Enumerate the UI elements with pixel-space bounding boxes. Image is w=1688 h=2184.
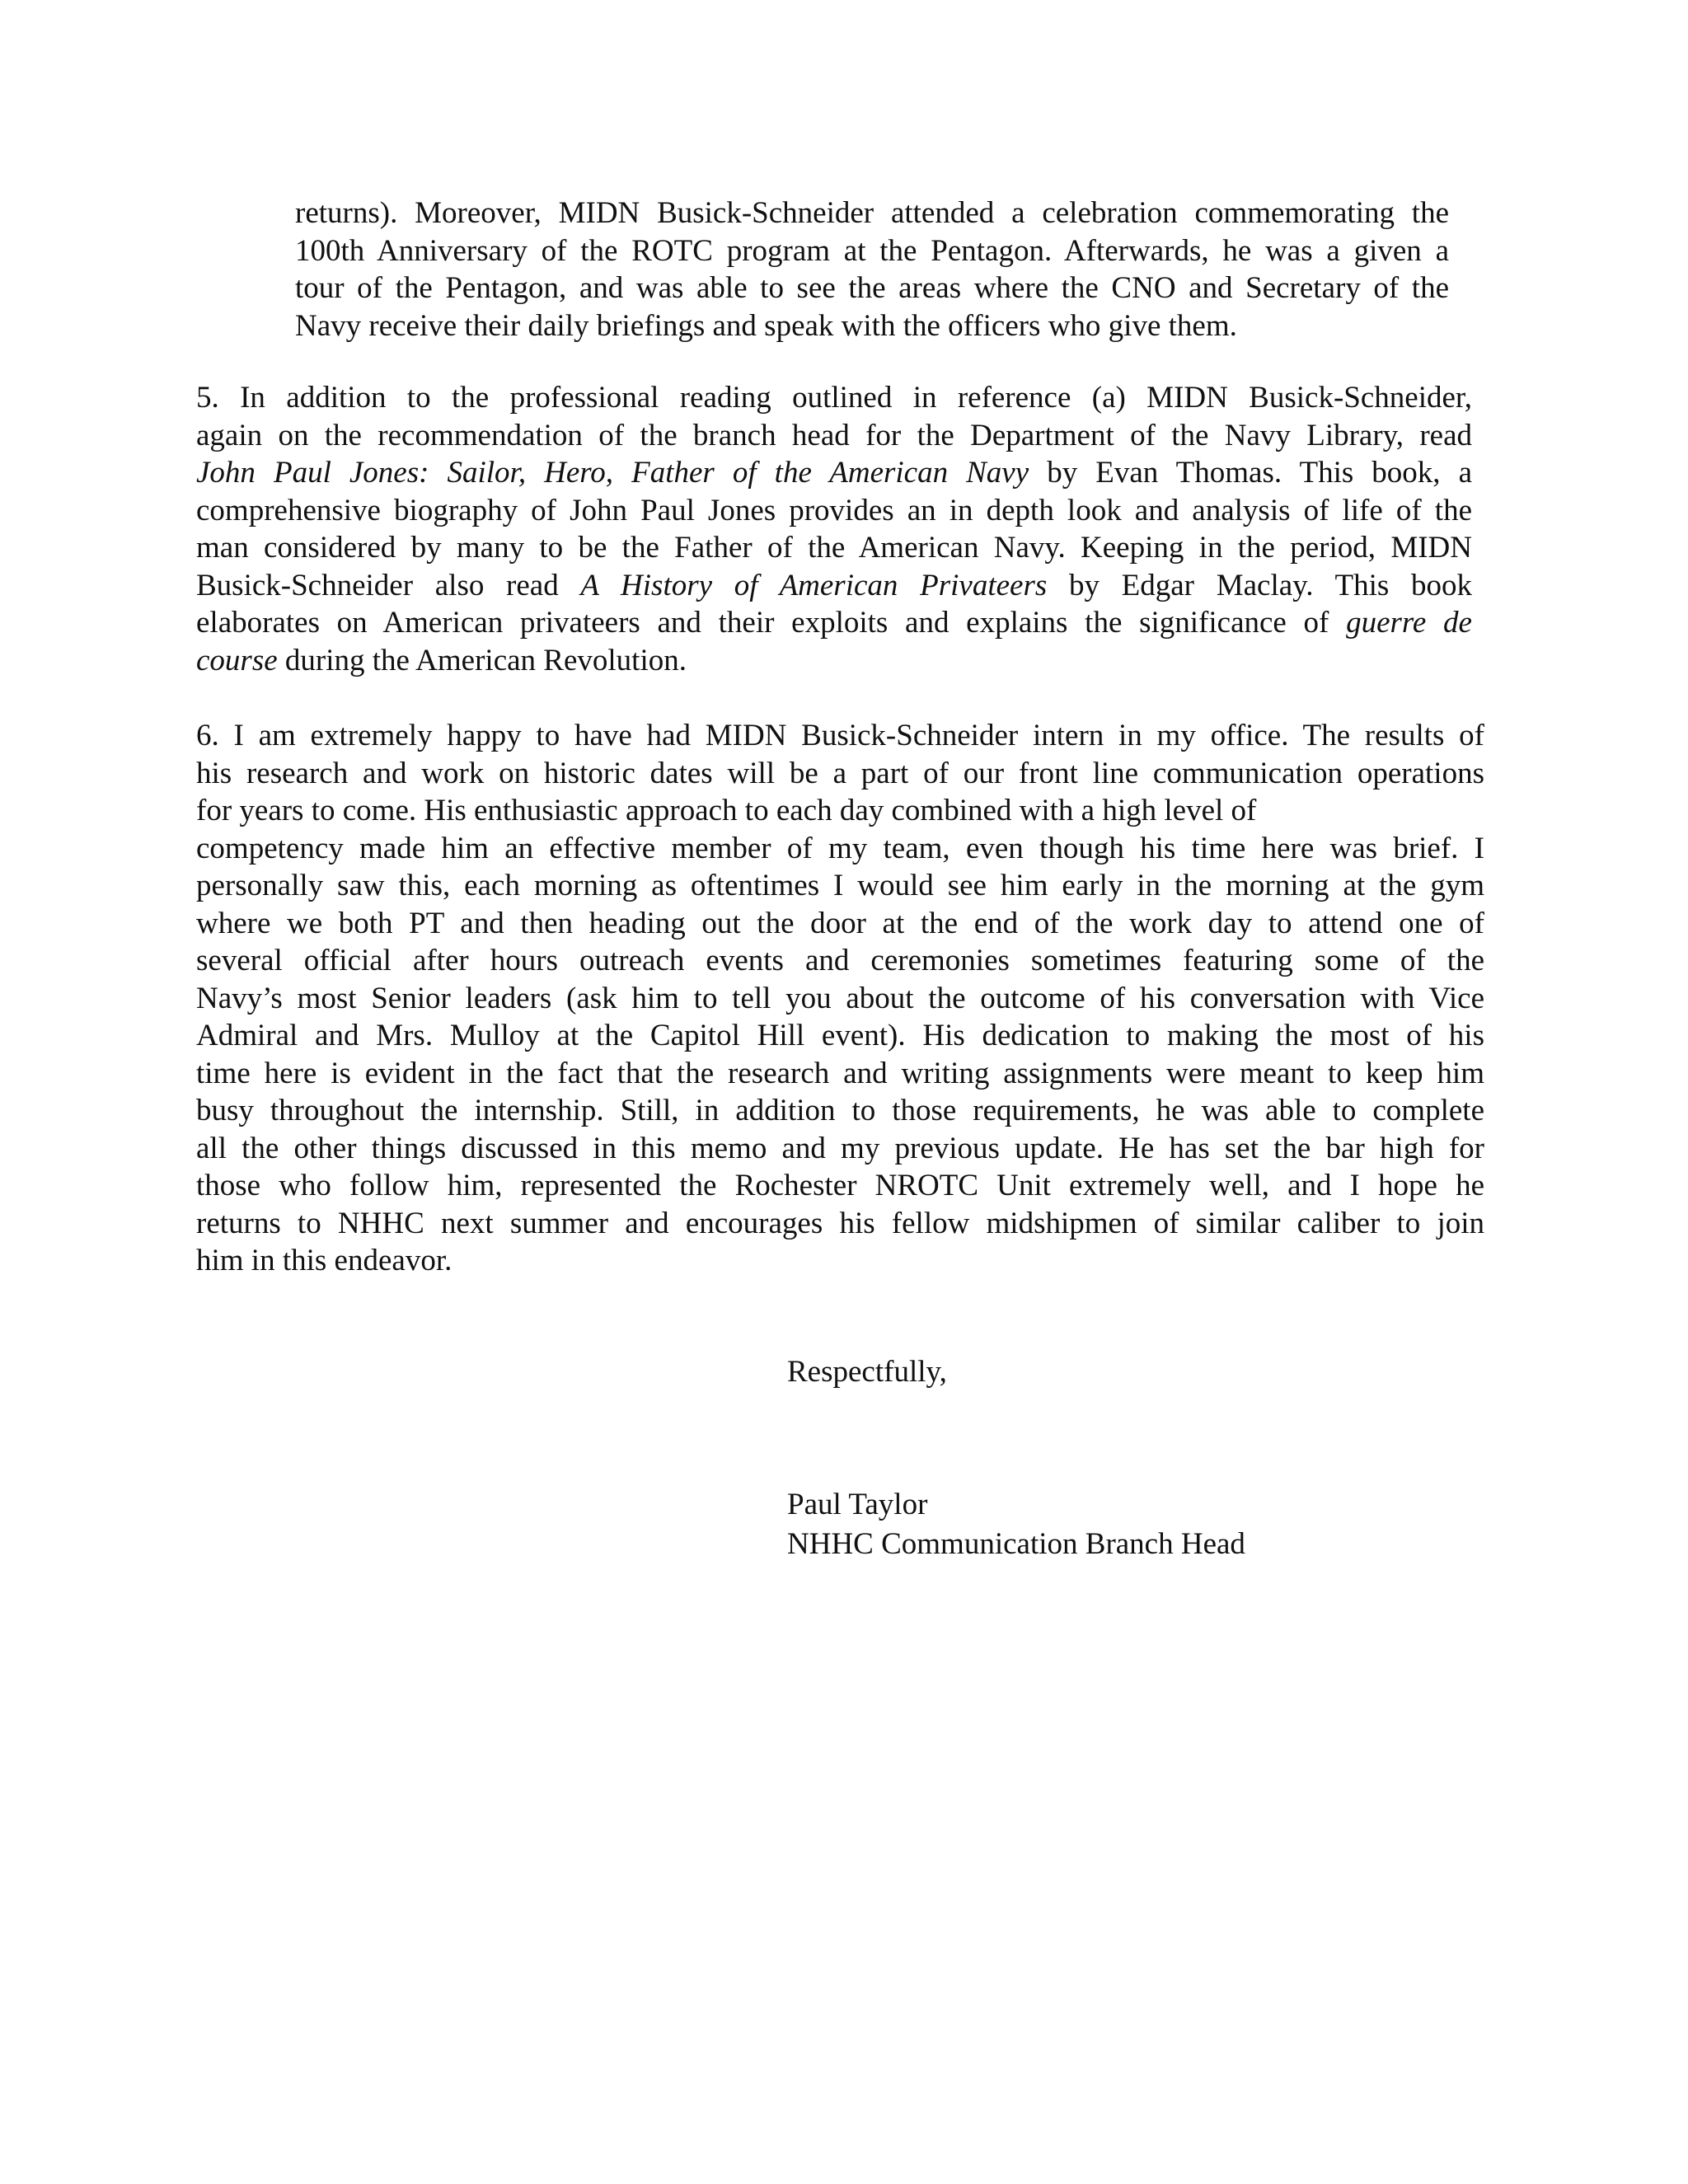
book-title-privateers: A History of American Privateers: [580, 568, 1048, 602]
signer-name: Paul Taylor: [787, 1488, 928, 1521]
text-line: [196, 642, 1472, 680]
text-line: personally saw this, each morning as oftentimes I would see him early in the morning at the gym: [196, 869, 1484, 902]
signature-block: [787, 1485, 1245, 1564]
text-line: [196, 454, 1472, 492]
text-line: busy throughout the internship. Still, in addition to those requirements, he was able to complete: [196, 1094, 1484, 1127]
closing-salutation: Respectfully,: [787, 1355, 947, 1389]
italic-term-course: course: [196, 643, 278, 677]
text-line: his research and work on historic dates will be a part of our front line communication operations: [196, 756, 1484, 790]
text-line: him in this endeavor.: [196, 1244, 452, 1277]
text-line: time here is evident in the fact that the research and writing assignments were meant to keep him: [196, 1056, 1484, 1090]
text-line: Navy receive their daily briefings and speak with the officers who give them.: [295, 308, 1237, 343]
text-line: all the other things discussed in this memo and my previous update. He has set the bar high for: [196, 1131, 1484, 1165]
text-line: competency made him an effective member of my team, even though his time here was brief. I: [196, 831, 1484, 865]
italic-term-guerre-de: guerre de: [1346, 606, 1472, 640]
paragraph-6: [196, 717, 1484, 1280]
text-line: man considered by many to be the Father of the American Navy. Keeping in the period, MIDN: [196, 531, 1472, 565]
text-line: returns to NHHC next summer and encourages his fellow midshipmen of similar caliber to join: [196, 1206, 1484, 1240]
paragraph-5: [196, 379, 1472, 679]
book-title-john-paul-jones: John Paul Jones: Sailor, Hero, Father of the American Navy: [196, 456, 1029, 490]
text-line: 5. In addition to the professional reading outlined in reference (a) MIDN Busick-Schneider,: [196, 381, 1472, 415]
text-line: again on the recommendation of the branch head for the Department of the Navy Library, read: [196, 418, 1472, 452]
text-line: comprehensive biography of John Paul Jones provides an in depth look and analysis of life of the: [196, 493, 1472, 527]
text-segment: during the American Revolution.: [277, 643, 687, 677]
text-segment: Busick-Schneider also read: [196, 568, 581, 602]
text-segment: by Evan Thomas. This book, a: [1029, 456, 1472, 490]
text-line: 6. I am extremely happy to have had MIDN Busick-Schneider intern in my office. The results of: [196, 719, 1484, 752]
text-line: [196, 567, 1472, 605]
text-line: 100th Anniversary of the ROTC program at the Pentagon. Afterwards, he was a given a: [295, 233, 1449, 268]
text-line: those who follow him, represented the Rochester NROTC Unit extremely well, and I hope he: [196, 1169, 1484, 1202]
text-line: where we both PT and then heading out the door at the end of the work day to attend one of: [196, 906, 1484, 940]
text-line: [196, 604, 1472, 642]
text-line: Admiral and Mrs. Mulloy at the Capitol Hill event). His dedication to making the most of his: [196, 1019, 1484, 1052]
text-line: Navy’s most Senior leaders (ask him to tell you about the outcome of his conversation with Vice: [196, 981, 1484, 1015]
text-line: returns). Moreover, MIDN Busick-Schneider attended a celebration commemorating the: [295, 196, 1449, 230]
text-segment: by Edgar Maclay. This book: [1047, 568, 1473, 602]
paragraph-4-continued: [295, 194, 1449, 344]
signer-title: NHHC Communication Branch Head: [787, 1527, 1245, 1561]
text-line: several official after hours outreach events and ceremonies sometimes featuring some of the: [196, 944, 1484, 977]
text-line: for years to come. His enthusiastic approach to each day combined with a high level of: [196, 794, 1257, 827]
text-segment: elaborates on American privateers and their exploits and explains the significance of: [196, 606, 1347, 640]
text-line: tour of the Pentagon, and was able to see the areas where the CNO and Secretary of the: [295, 271, 1449, 305]
